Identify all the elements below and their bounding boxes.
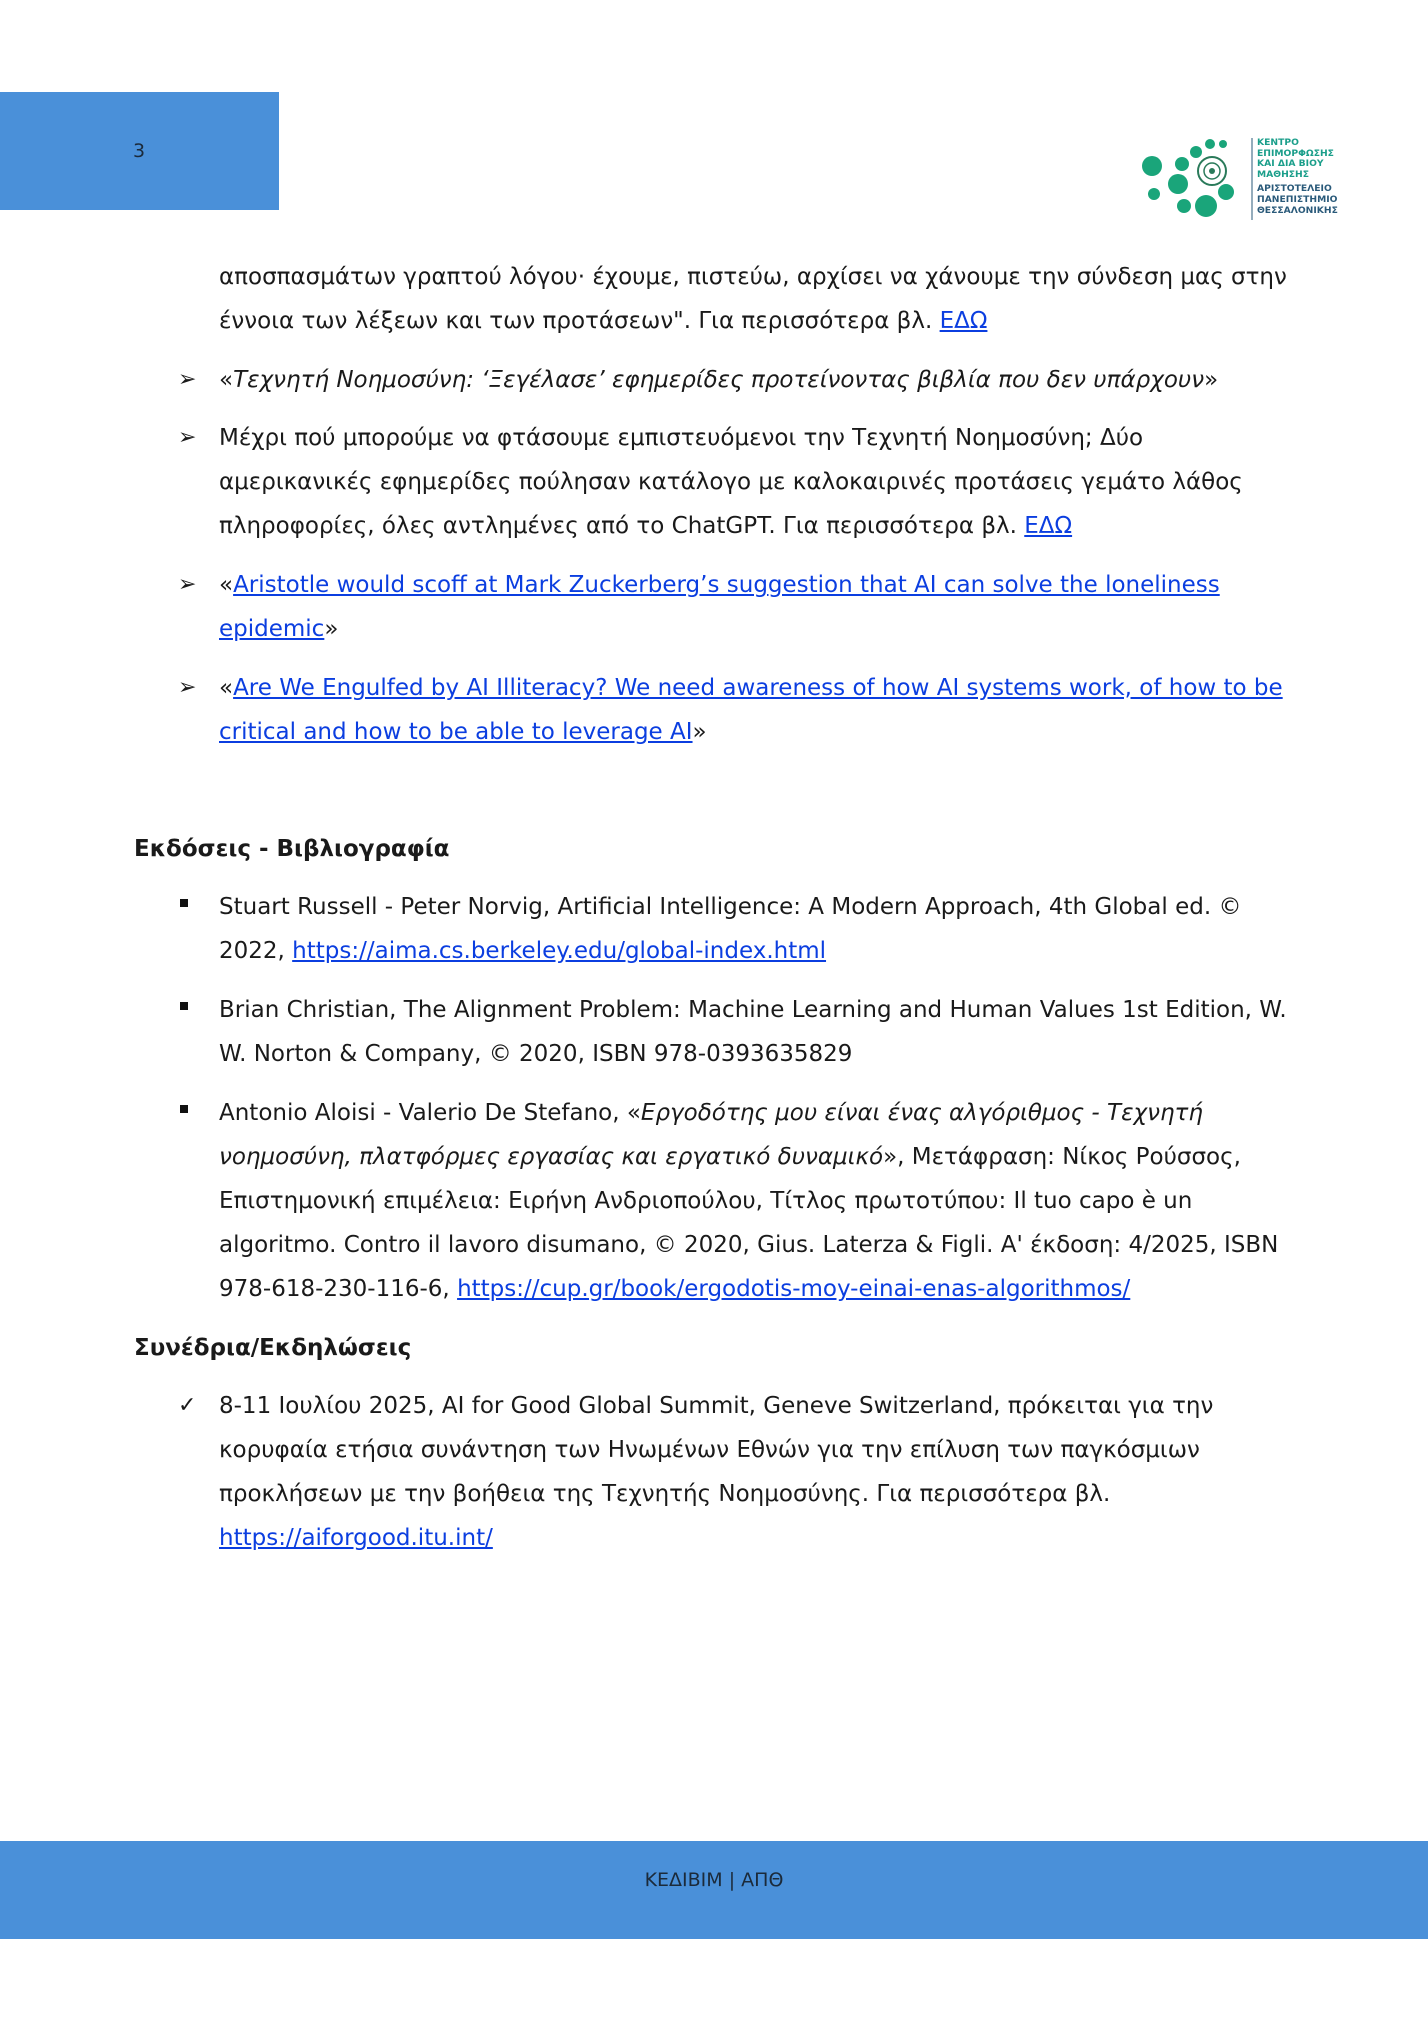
publication-title: Εργοδότης μου είναι ένας αλγόριθμος - Τεχνητή <box>640 1100 1203 1126</box>
conference-link[interactable]: https://aiforgood.itu.int/ <box>219 1525 493 1551</box>
intro-link[interactable]: ΕΔΩ <box>939 308 988 334</box>
quote-close: » <box>324 616 339 642</box>
publication-line: Brian Christian, The Alignment Problem: Machine Learning and Human Values 1st Edition, W. <box>219 997 1287 1023</box>
news-item-line: αμερικανικές εφημερίδες πούλησαν κατάλογο με καλοκαιρινές προτάσεις γεμάτο λάθος <box>219 469 1243 495</box>
publication-line: W. Norton & Company, © 2020, ISBN 978-0393635829 <box>219 1041 853 1067</box>
publication-line <box>219 929 826 973</box>
arrow-bullet-icon: ➢ <box>178 675 197 700</box>
publication-line <box>219 1267 1130 1311</box>
arrow-bullet-icon: ➢ <box>178 572 197 597</box>
publication-line: Stuart Russell - Peter Norvig, Artificial Intelligence: A Modern Approach, 4th Global ed. © <box>219 894 1242 920</box>
publication-text: 978-618-230-116-6, <box>219 1276 458 1302</box>
news-item-line: Μέχρι πού μπορούμε να φτάσουμε εμπιστευόμενοι την Τεχνητή Νοημοσύνη; Δύο <box>219 425 1144 451</box>
quote-open: « <box>219 572 234 598</box>
arrow-bullet-icon: ➢ <box>178 425 197 450</box>
square-bullet-icon <box>180 899 188 907</box>
section-heading-publications: Εκδόσεις - Βιβλιογραφία <box>134 836 450 862</box>
quote-close: » <box>1204 367 1219 393</box>
logo-text-line: ΚΕΝΤΡΟ <box>1257 137 1299 148</box>
section-heading-conferences: Συνέδρια/Εκδηλώσεις <box>134 1335 412 1361</box>
news-link[interactable]: Aristotle would scoff at Mark Zuckerberg’s suggestion that AI can solve the loneliness <box>233 572 1220 598</box>
publication-link[interactable]: https://cup.gr/book/ergodotis-moy-einai-enas-algorithmos/ <box>457 1276 1131 1302</box>
logo-text-line: ΘΕΣΣΑΛΟΝΙΚΗΣ <box>1257 204 1338 216</box>
news-text: πληροφορίες, όλες αντλημένες από το ChatGPT. Για περισσότερα βλ. <box>219 513 1025 539</box>
news-link[interactable]: epidemic <box>219 616 325 642</box>
news-item <box>219 358 1218 402</box>
publication-line <box>219 1135 1241 1179</box>
quote-close: » <box>692 719 707 745</box>
logo-text-line: ΕΠΙΜΟΡΦΩΣΗΣ <box>1257 147 1334 159</box>
news-item-line <box>219 504 1072 548</box>
news-item-line <box>219 563 1220 607</box>
conference-line: 8-11 Ιουλίου 2025, AI for Good Global Summit, Geneve Switzerland, πρόκειται για την <box>219 1393 1214 1419</box>
news-item-line <box>219 666 1283 710</box>
square-bullet-icon <box>180 1002 188 1010</box>
news-item-line <box>219 710 707 754</box>
news-title: Τεχνητή Νοημοσύνη: ‘Ξεγέλασε’ εφημερίδες προτείνοντας βιβλία που δεν υπάρχουν <box>233 367 1205 393</box>
news-link[interactable]: critical and how to be able to leverage AI <box>219 719 693 745</box>
quote-open: « <box>219 367 234 393</box>
page-number: 3 <box>133 140 146 162</box>
intro-text: έννοια των λέξεων και των προτάσεων". Για περισσότερα βλ. <box>219 308 940 334</box>
publication-link[interactable]: https://aima.cs.berkeley.edu/global-index.html <box>292 938 827 964</box>
conference-line: προκλήσεων με την βοήθεια της Τεχνητής Νοημοσύνης. Για περισσότερα βλ. <box>219 1481 1111 1507</box>
intro-line: αποσπασμάτων γραπτού λόγου· έχουμε, πιστεύω, αρχίσει να χάνουμε την σύνδεση μας στην <box>219 264 1287 290</box>
logo-text-line: ΑΡΙΣΤΟΤΕΛΕΙΟ <box>1257 183 1332 195</box>
publication-text: », Μετάφραση: Νίκος Ρούσσος, <box>883 1144 1241 1170</box>
conference-line <box>219 1516 493 1560</box>
publication-text: Antonio Aloisi - Valerio De Stefano, « <box>219 1100 641 1126</box>
news-link[interactable]: ΕΔΩ <box>1024 513 1073 539</box>
logo-text-line: ΚΑΙ ΔΙΑ ΒΙΟΥ <box>1257 158 1324 170</box>
square-bullet-icon <box>180 1105 188 1113</box>
quote-open: « <box>219 675 234 701</box>
conference-line: κορυφαία ετήσια συνάντηση των Ηνωμένων Εθνών για την επίλυση των παγκόσμιων <box>219 1437 1200 1463</box>
publication-line <box>219 1091 1203 1135</box>
news-link[interactable]: Are We Engulfed by AI Illiteracy? We need awareness of how AI systems work, of how to be <box>233 675 1283 701</box>
publication-text: 2022, <box>219 938 293 964</box>
news-item-line <box>219 607 338 651</box>
publication-line: algoritmo. Contro il lavoro disumano, © 2020, Gius. Laterza & Figli. Α' έκδοση: 4/2025, ISBN <box>219 1232 1279 1258</box>
publication-line: Επιστημονική επιμέλεια: Ειρήνη Ανδριοπούλου, Τίτλος πρωτοτύπου: Il tuo capo è un <box>219 1188 1193 1214</box>
intro-line <box>219 299 987 343</box>
arrow-bullet-icon: ➢ <box>178 367 197 392</box>
logo-caption <box>1257 138 1353 216</box>
publication-title: νοημοσύνη, πλατφόρμες εργασίας και εργατικό δυναμικό <box>219 1144 884 1170</box>
footer-text: ΚΕΔΙΒΙΜ | ΑΠΘ <box>644 1869 784 1891</box>
checkmark-bullet-icon: ✓ <box>178 1393 197 1418</box>
logo-text-line: ΜΑΘΗΣΗΣ <box>1257 168 1309 180</box>
logo-text-line: ΠΑΝΕΠΙΣΤΗΜΙΟ <box>1257 193 1338 205</box>
